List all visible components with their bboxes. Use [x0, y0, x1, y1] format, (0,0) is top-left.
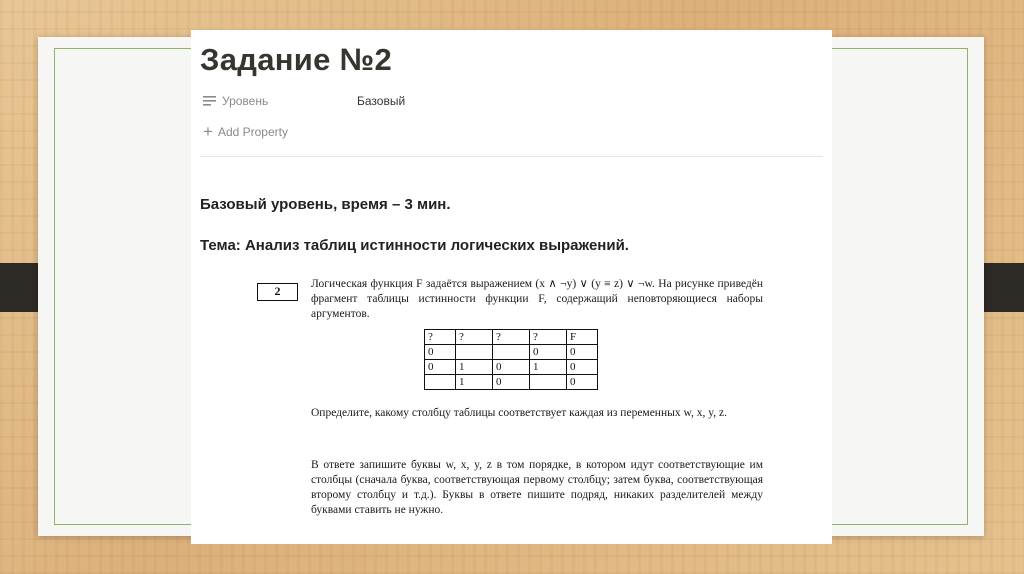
plus-icon: +: [203, 122, 213, 141]
task-paragraph-2: Определите, какому столбцу таблицы соответствует каждая из переменных w, x, y, z.: [311, 407, 728, 419]
truth-table-cell: 0: [425, 360, 456, 375]
truth-table-cell: [493, 345, 530, 360]
truth-table-row: [425, 360, 598, 375]
add-property-label: Add Property: [217, 125, 288, 139]
truth-table-cell: 0: [425, 345, 456, 360]
truth-table-cell: ?: [493, 330, 530, 345]
task-paragraph-1: Логическая функция F задаётся выражением (x ∧ ¬y) ∨ (y ≡ z) ∨ ¬w. На рисунке приведён фрагмент таблицы истинности функции F, содержащий неповторяющиеся наборы аргументов.: [311, 278, 763, 320]
lines-icon: [203, 96, 216, 106]
subtitle: Базовый уровень, время – 3 мин.: [200, 196, 451, 213]
task-number-box: 2: [257, 283, 298, 301]
truth-table-cell: F: [567, 330, 598, 345]
truth-table-cell: 1: [456, 360, 493, 375]
truth-table-cell: 0: [567, 345, 598, 360]
truth-table-header-row: [425, 330, 598, 345]
truth-table-cell: [530, 375, 567, 390]
truth-table-cell: 1: [530, 360, 567, 375]
truth-table-cell: [425, 375, 456, 390]
property-level[interactable]: [203, 92, 268, 110]
truth-table-cell: [456, 345, 493, 360]
truth-table: [424, 329, 598, 390]
truth-table-row: [425, 375, 598, 390]
truth-table-cell: 0: [567, 375, 598, 390]
notion-page-screenshot: [191, 30, 832, 544]
truth-table-cell: 0: [493, 360, 530, 375]
truth-table-cell: 0: [530, 345, 567, 360]
truth-table-cell: 1: [456, 375, 493, 390]
topic-heading: Тема: Анализ таблиц истинности логических выражений.: [200, 237, 629, 254]
truth-table-cell: ?: [530, 330, 567, 345]
truth-table-row: [425, 345, 598, 360]
truth-table-cell: 0: [567, 360, 598, 375]
truth-table-cell: ?: [425, 330, 456, 345]
task-paragraph-3: В ответе запишите буквы w, x, y, z в том порядке, в котором идут соответствующие им столбцы (сначала буква, соответствующая первому столбцу; затем буква, соответствующая второму столбцу и т.д.). Буквы в ответе пишите подряд, никаких разделителей между буквами ставить не нужно.: [311, 459, 763, 516]
divider: [200, 156, 823, 157]
property-level-value[interactable]: Базовый: [357, 94, 406, 108]
page-title: Задание №2: [200, 42, 393, 77]
truth-table-cell: 0: [493, 375, 530, 390]
property-level-label: Уровень: [222, 94, 269, 108]
add-property-button[interactable]: [203, 123, 288, 141]
truth-table-cell: ?: [456, 330, 493, 345]
